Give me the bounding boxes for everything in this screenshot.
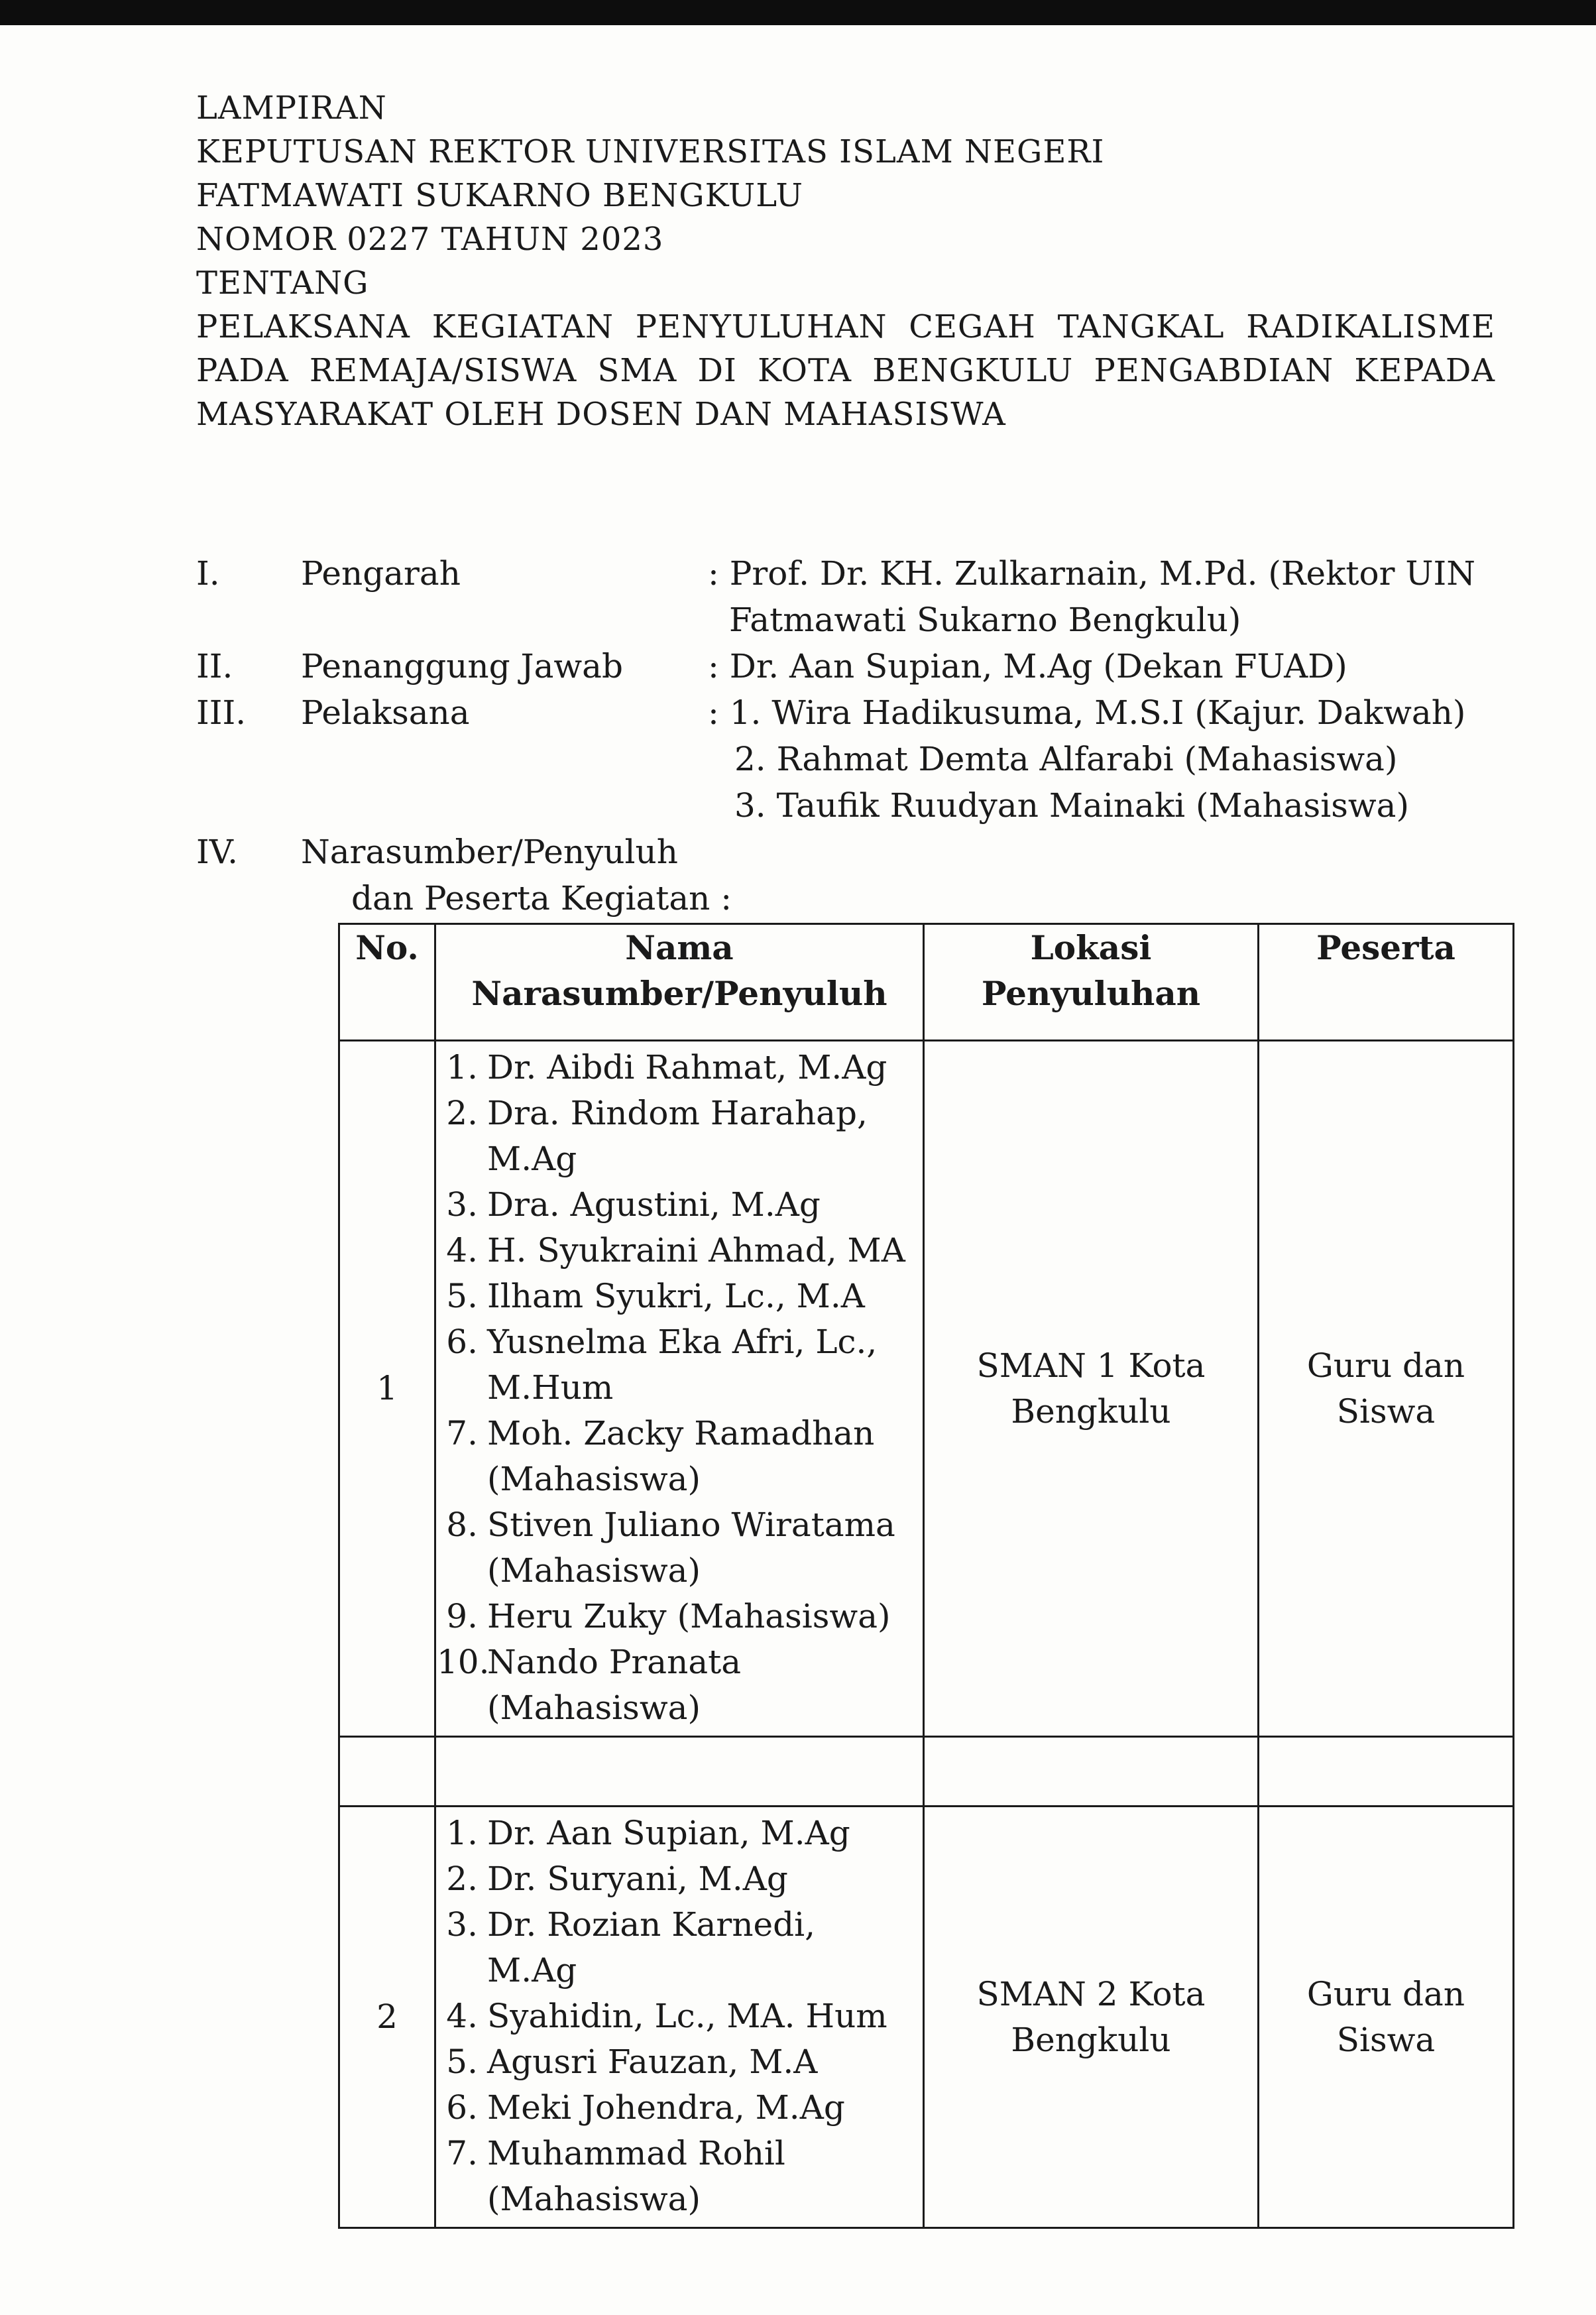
list-item-number: 8. (446, 1506, 478, 1544)
row-2-no: 2 (339, 1807, 435, 2228)
section-1-value: : Prof. Dr. KH. Zulkarnain, M.Pd. (Rektor UIN (708, 554, 1476, 593)
header-nama (435, 924, 924, 1041)
list-item-number: 5. (446, 1277, 478, 1315)
table-row (339, 1041, 1514, 1737)
header-subject-line-2: PADA REMAJA/SISWA SMA DI KOTA BENGKULU PENGABDIAN KEPADA (196, 352, 1495, 389)
list-item (437, 1411, 922, 1502)
list-item (437, 1993, 922, 2039)
row-2-lokasi-line-2: Bengkulu (1011, 2020, 1171, 2059)
spacer-cell (435, 1737, 924, 1807)
row-2-name-list (437, 1810, 922, 2222)
row-1-lokasi-line-1: SMAN 1 Kota (976, 1346, 1206, 1385)
list-item-text: Dra. Rindom Harahap, M.Ag (487, 1094, 868, 1178)
header-peserta-text: Peserta (1316, 928, 1455, 967)
list-item-number: 10. (437, 1643, 490, 1681)
list-item-text: Dr. Rozian Karnedi, M.Ag (487, 1905, 816, 1989)
row-2-lokasi-line-1: SMAN 2 Kota (976, 1974, 1206, 2013)
list-item-number: 6. (446, 1323, 478, 1361)
row-1-peserta-line-1: Guru dan (1306, 1346, 1465, 1385)
header-nomor: NOMOR 0227 TAHUN 2023 (196, 221, 664, 258)
list-item-text: Stiven Juliano Wiratama (Mahasiswa) (487, 1506, 895, 1590)
table-header-row (339, 924, 1514, 1041)
row-1-peserta-line-2: Siswa (1336, 1392, 1436, 1431)
list-item-text: Agusri Fauzan, M.A (487, 2043, 818, 2081)
section-4-label-cont: dan Peserta Kegiatan : (351, 879, 732, 918)
row-1-names (435, 1041, 924, 1737)
list-item (437, 1810, 922, 1856)
section-2-number: II. (196, 647, 233, 685)
list-item-number: 3. (446, 1185, 478, 1224)
header-lampiran: LAMPIRAN (196, 89, 387, 127)
list-item-number: 1. (446, 1048, 478, 1087)
list-item-number: 7. (446, 2134, 478, 2172)
list-item-text: Dr. Aan Supian, M.Ag (487, 1814, 850, 1852)
list-item-number: 4. (446, 1231, 478, 1270)
row-2-names (435, 1807, 924, 2228)
section-3-value-cont-2: 3. Taufik Ruudyan Mainaki (Mahasiswa) (734, 786, 1409, 825)
row-1-peserta (1259, 1041, 1514, 1737)
header-peserta (1259, 924, 1514, 1041)
list-item-text: Meki Johendra, M.Ag (487, 2088, 845, 2127)
section-4-label: Narasumber/Penyuluh (301, 833, 678, 871)
list-item-number: 1. (446, 1814, 478, 1852)
header-lokasi-line-2: Penyuluhan (981, 974, 1201, 1013)
list-item-text: Dra. Agustini, M.Ag (487, 1185, 821, 1224)
section-3-label: Pelaksana (301, 693, 470, 732)
row-2-peserta-line-2: Siswa (1336, 2020, 1436, 2059)
list-item (437, 1045, 922, 1091)
list-item (437, 1639, 922, 1731)
list-item (437, 1091, 922, 1182)
list-item (437, 1902, 922, 1993)
list-item-text: Dr. Suryani, M.Ag (487, 1860, 788, 1898)
section-3-value-cont-1: 2. Rahmat Demta Alfarabi (Mahasiswa) (734, 740, 1398, 778)
list-item-text: Yusnelma Eka Afri, Lc., M.Hum (487, 1323, 878, 1407)
list-item-number: 2. (446, 1860, 478, 1898)
list-item (437, 1594, 922, 1639)
section-2-label: Penanggung Jawab (301, 647, 623, 685)
list-item-number: 4. (446, 1997, 478, 2035)
row-1-name-list (437, 1045, 922, 1731)
list-item-text: Muhammad Rohil (Mahasiswa) (487, 2134, 785, 2218)
header-no (339, 924, 435, 1041)
list-item-text: Dr. Aibdi Rahmat, M.Ag (487, 1048, 887, 1087)
list-item-text: Nando Pranata (Mahasiswa) (487, 1643, 742, 1727)
document-header (196, 86, 1495, 436)
list-item-text: Ilham Syukri, Lc., M.A (487, 1277, 865, 1315)
header-tentang: TENTANG (196, 265, 369, 302)
list-item-text: Syahidin, Lc., MA. Hum (487, 1997, 887, 2035)
row-2-lokasi (924, 1807, 1259, 2228)
header-lokasi-line-1: Lokasi (1030, 928, 1152, 967)
spacer-cell (924, 1737, 1259, 1807)
list-item-number: 6. (446, 2088, 478, 2127)
row-2-peserta (1259, 1807, 1514, 2228)
spacer-cell (1259, 1737, 1514, 1807)
list-item-text: H. Syukraini Ahmad, MA (487, 1231, 905, 1270)
list-item-text: Heru Zuky (Mahasiswa) (487, 1597, 891, 1635)
section-4-number: IV. (196, 833, 239, 871)
row-1-lokasi-line-2: Bengkulu (1011, 1392, 1171, 1431)
section-2-value: : Dr. Aan Supian, M.Ag (Dekan FUAD) (708, 647, 1347, 685)
row-1-lokasi (924, 1041, 1259, 1737)
section-3-value: : 1. Wira Hadikusuma, M.S.I (Kajur. Dakwah) (708, 693, 1466, 732)
list-item (437, 2039, 922, 2085)
list-item-number: 2. (446, 1094, 478, 1132)
list-item (437, 1228, 922, 1274)
list-item (437, 2131, 922, 2222)
header-no-text: No. (355, 928, 419, 967)
section-1-value-cont: Fatmawati Sukarno Bengkulu) (729, 601, 1241, 639)
list-item (437, 1182, 922, 1228)
list-item (437, 2085, 922, 2131)
list-item-text: Moh. Zacky Ramadhan (Mahasiswa) (487, 1414, 875, 1498)
list-item (437, 1856, 922, 1902)
row-2-peserta-line-1: Guru dan (1306, 1974, 1465, 2013)
header-nama-line-2: Narasumber/Penyuluh (471, 974, 887, 1013)
narasumber-table (338, 923, 1514, 2229)
list-item-number: 5. (446, 2043, 478, 2081)
header-subject-line-3: MASYARAKAT OLEH DOSEN DAN MAHASISWA (196, 396, 1006, 433)
list-item-number: 3. (446, 1905, 478, 1944)
table-spacer-row (339, 1737, 1514, 1807)
header-lokasi (924, 924, 1259, 1041)
header-university: FATMAWATI SUKARNO BENGKULU (196, 177, 803, 214)
list-item (437, 1502, 922, 1594)
row-1-no: 1 (339, 1041, 435, 1737)
section-3-number: III. (196, 693, 247, 732)
spacer-cell (339, 1737, 435, 1807)
list-item (437, 1319, 922, 1411)
header-subject-line-1: PELAKSANA KEGIATAN PENYULUHAN CEGAH TANGKAL RADIKALISME (196, 308, 1495, 345)
list-item-number: 7. (446, 1414, 478, 1453)
table-row (339, 1807, 1514, 2228)
section-1-number: I. (196, 554, 220, 593)
list-item-number: 9. (446, 1597, 478, 1635)
header-nama-line-1: Nama (625, 928, 734, 967)
section-1-label: Pengarah (301, 554, 461, 593)
list-item (437, 1274, 922, 1319)
header-keputusan: KEPUTUSAN REKTOR UNIVERSITAS ISLAM NEGERI (196, 133, 1105, 170)
